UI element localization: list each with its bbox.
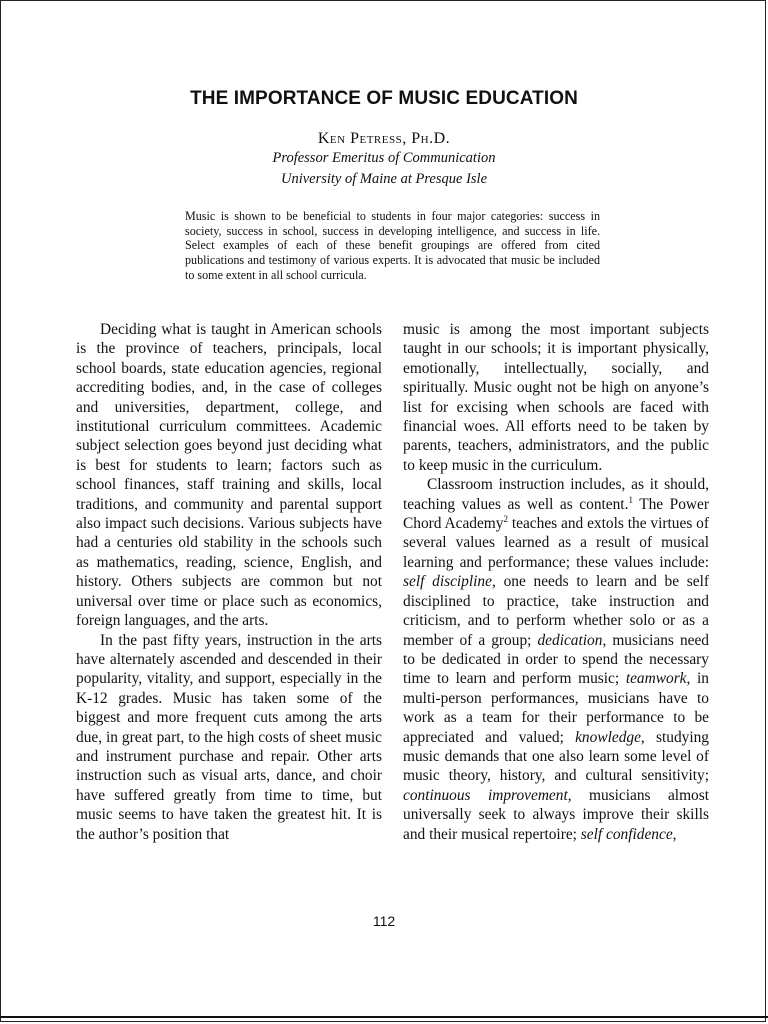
text-run: The Power Chord Academy [403,495,709,533]
bottom-rule [0,1016,768,1018]
text-run: teaches and extols the virtues of several values learned as a result of musical learning and performance; these values include: [403,515,709,571]
text-run: , in multi-person performances, musicians have to work as a team for their performance to be appreciated and valued; [403,670,709,746]
left-column [76,320,382,844]
text-run: Classroom instruction includes, as it should, teaching values as well as content. [403,476,709,513]
paragraph: Deciding what is taught in American schools is the province of teachers, principals, local school boards, state education agencies, regional accrediting bodies, and, in the case of colleges and universities, department, college, and institutional curriculum committees. Academic subject selection goes beyond just deciding what is best for students to learn; factors such as school finances, staff training and skills, local traditions, and community and parental support also impact such decisions. Various subjects have had a centuries old stability in the schools such as mathematics, reading, science, English, and history. Others subjects are common but not universal over time or place such as economics, foreign languages, and the arts. [76,321,382,630]
text-run: , [672,825,677,843]
right-column [403,320,709,844]
value-term: teamwork [625,670,687,688]
value-term: knowledge [575,728,641,746]
paragraph: music is among the most important subjects taught in our schools; it is important physically, emotionally, intellectually, socially, and spiritually. Music ought not be high on anyone’s list for excising when schools are faced with financial woes. All efforts need to be taken by parents, teachers, administrators, and the public to keep music in the curriculum. [403,321,709,474]
author-name: Ken Petress, Ph.D. [317,130,451,147]
footnote-marker: 2 [503,514,508,525]
text-run: , studying music demands that one also learn some level of music theory, history, and cultural sensitivity; [403,728,710,785]
paragraph [403,475,709,844]
text-run: , one needs to learn and be self disciplined to practice, take instruction and criticism, and to perform whether solo or as a member of a group; [403,573,710,649]
text-run: , musicians almost universally seek to always improve their skills and their musical repertoire; [403,786,709,843]
paragraph: In the past fifty years, instruction in the arts have alternately ascended and descended in their popularity, vitality, and support, especially in the K-12 grades. Music has taken some of the biggest and more frequent cuts among the arts due, in great part, to the high costs of sheet music and instrument purchase and repair. Other arts instruction such as visual arts, dance, and choir have suffered greatly from time to time, but music seems to have taken the greatest hit. It is the author’s position that [76,631,382,843]
value-term: continuous improvement [403,786,568,804]
value-term: dedication [537,631,603,649]
abstract: Music is shown to be beneficial to students in four major categories: success in society, success in school, success in developing intelligence, and success in life. Select examples of each of these benefit groupings are offered from cited publications and testimony of various experts. It is advocated that music be included to some extent in all school curricula. [185,209,600,282]
footnote-marker: 1 [628,494,633,505]
text-run: , musicians need to be dedicated in order to spend the necessary time to learn and perform music; [403,631,709,688]
author-institution: University of Maine at Presque Isle [280,171,488,187]
author-position: Professor Emeritus of Communication [272,150,496,166]
value-term: self confidence [580,825,673,843]
article-title: THE IMPORTANCE OF MUSIC EDUCATION [190,88,578,109]
page-number: 112 [372,913,396,929]
value-term: self discipline [403,573,492,591]
